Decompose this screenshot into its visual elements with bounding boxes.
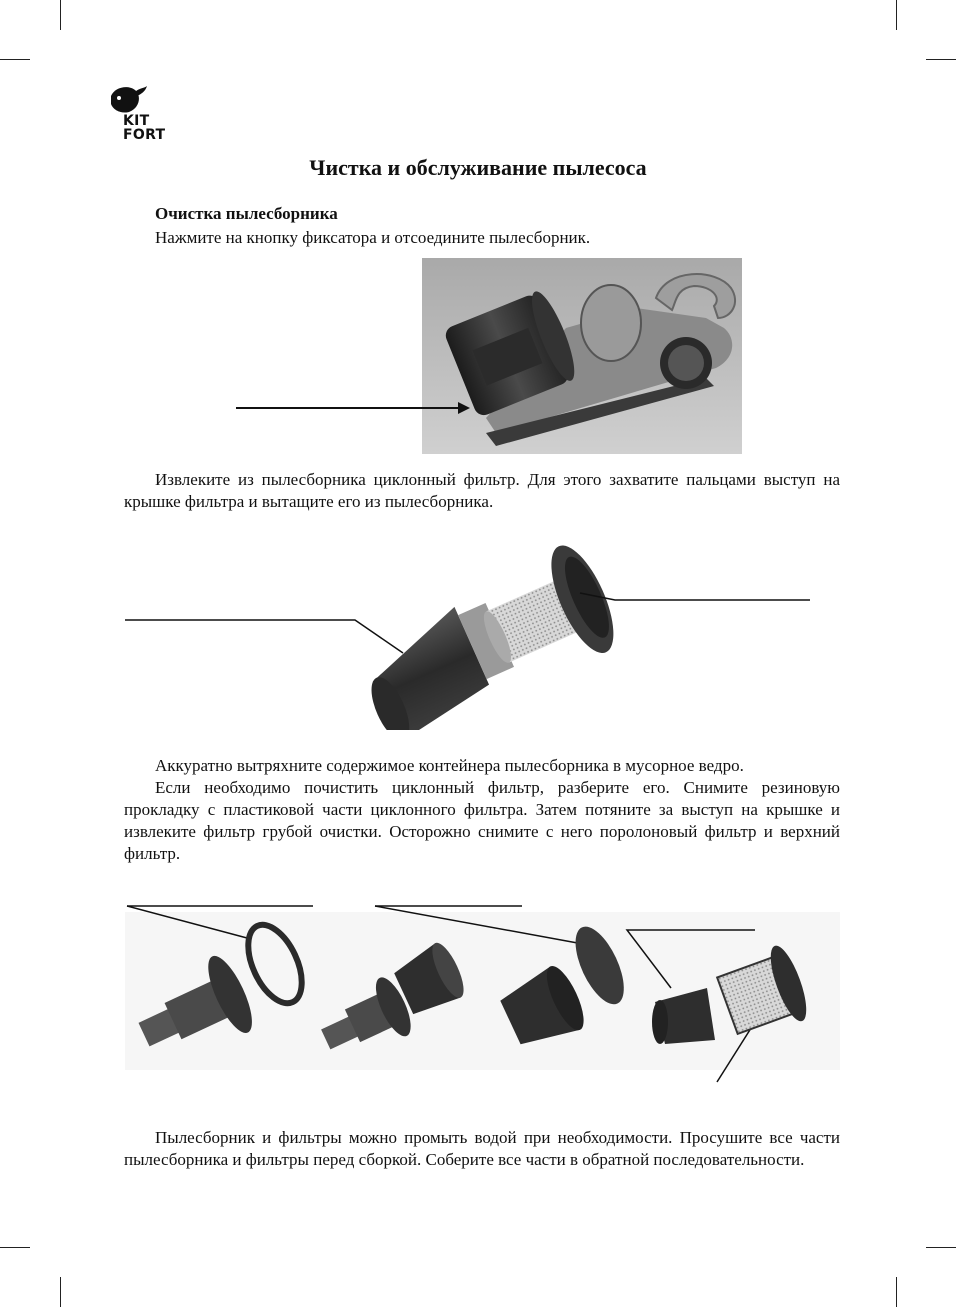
crop-mark bbox=[896, 0, 897, 30]
section-heading: Очистка пылесборника bbox=[155, 204, 338, 223]
figure-cyclone-filter bbox=[125, 535, 815, 730]
figure-filter-disassembly bbox=[125, 902, 840, 1087]
logo-line-1: KIT bbox=[123, 113, 150, 129]
crop-mark bbox=[60, 0, 61, 30]
figure-dust-container-detach bbox=[236, 258, 742, 454]
step-3-text: Аккуратно вытряхните содержимое контейнера пылесборника в мусорное ведро. bbox=[155, 756, 744, 775]
crop-mark bbox=[0, 1247, 30, 1248]
logo-text bbox=[123, 114, 183, 142]
logo-line-2: FORT bbox=[123, 127, 166, 143]
step-5-text: Пылесборник и фильтры можно промыть водой при необходимости. Просушите все части пылесборника и фильтры перед сборкой. Соберите все части в обратной последовательности. bbox=[124, 1128, 840, 1169]
step-1-text: Нажмите на кнопку фиксатора и отсоедините пылесборник. bbox=[155, 228, 591, 247]
step-2-text: Извлеките из пылесборника циклонный фильтр. Для этого захватите пальцами выступ на крышке фильтра и вытащите его из пылесборника. bbox=[124, 470, 840, 511]
crop-mark bbox=[896, 1277, 897, 1307]
page-title: Чистка и обслуживание пылесоса bbox=[309, 155, 647, 180]
step-4-text: Если необходимо почистить циклонный фильтр, разберите его. Снимите резиновую прокладку с пластиковой части циклонного фильтра. Затем потяните за выступ на крышке и извлеките фильтр грубой очистки. Осторожно снимите с него поролоновый фильтр и верхний фильтр. bbox=[124, 778, 840, 863]
crop-mark bbox=[926, 1247, 956, 1248]
crop-mark bbox=[60, 1277, 61, 1307]
crop-mark bbox=[0, 59, 30, 60]
crop-mark bbox=[926, 59, 956, 60]
